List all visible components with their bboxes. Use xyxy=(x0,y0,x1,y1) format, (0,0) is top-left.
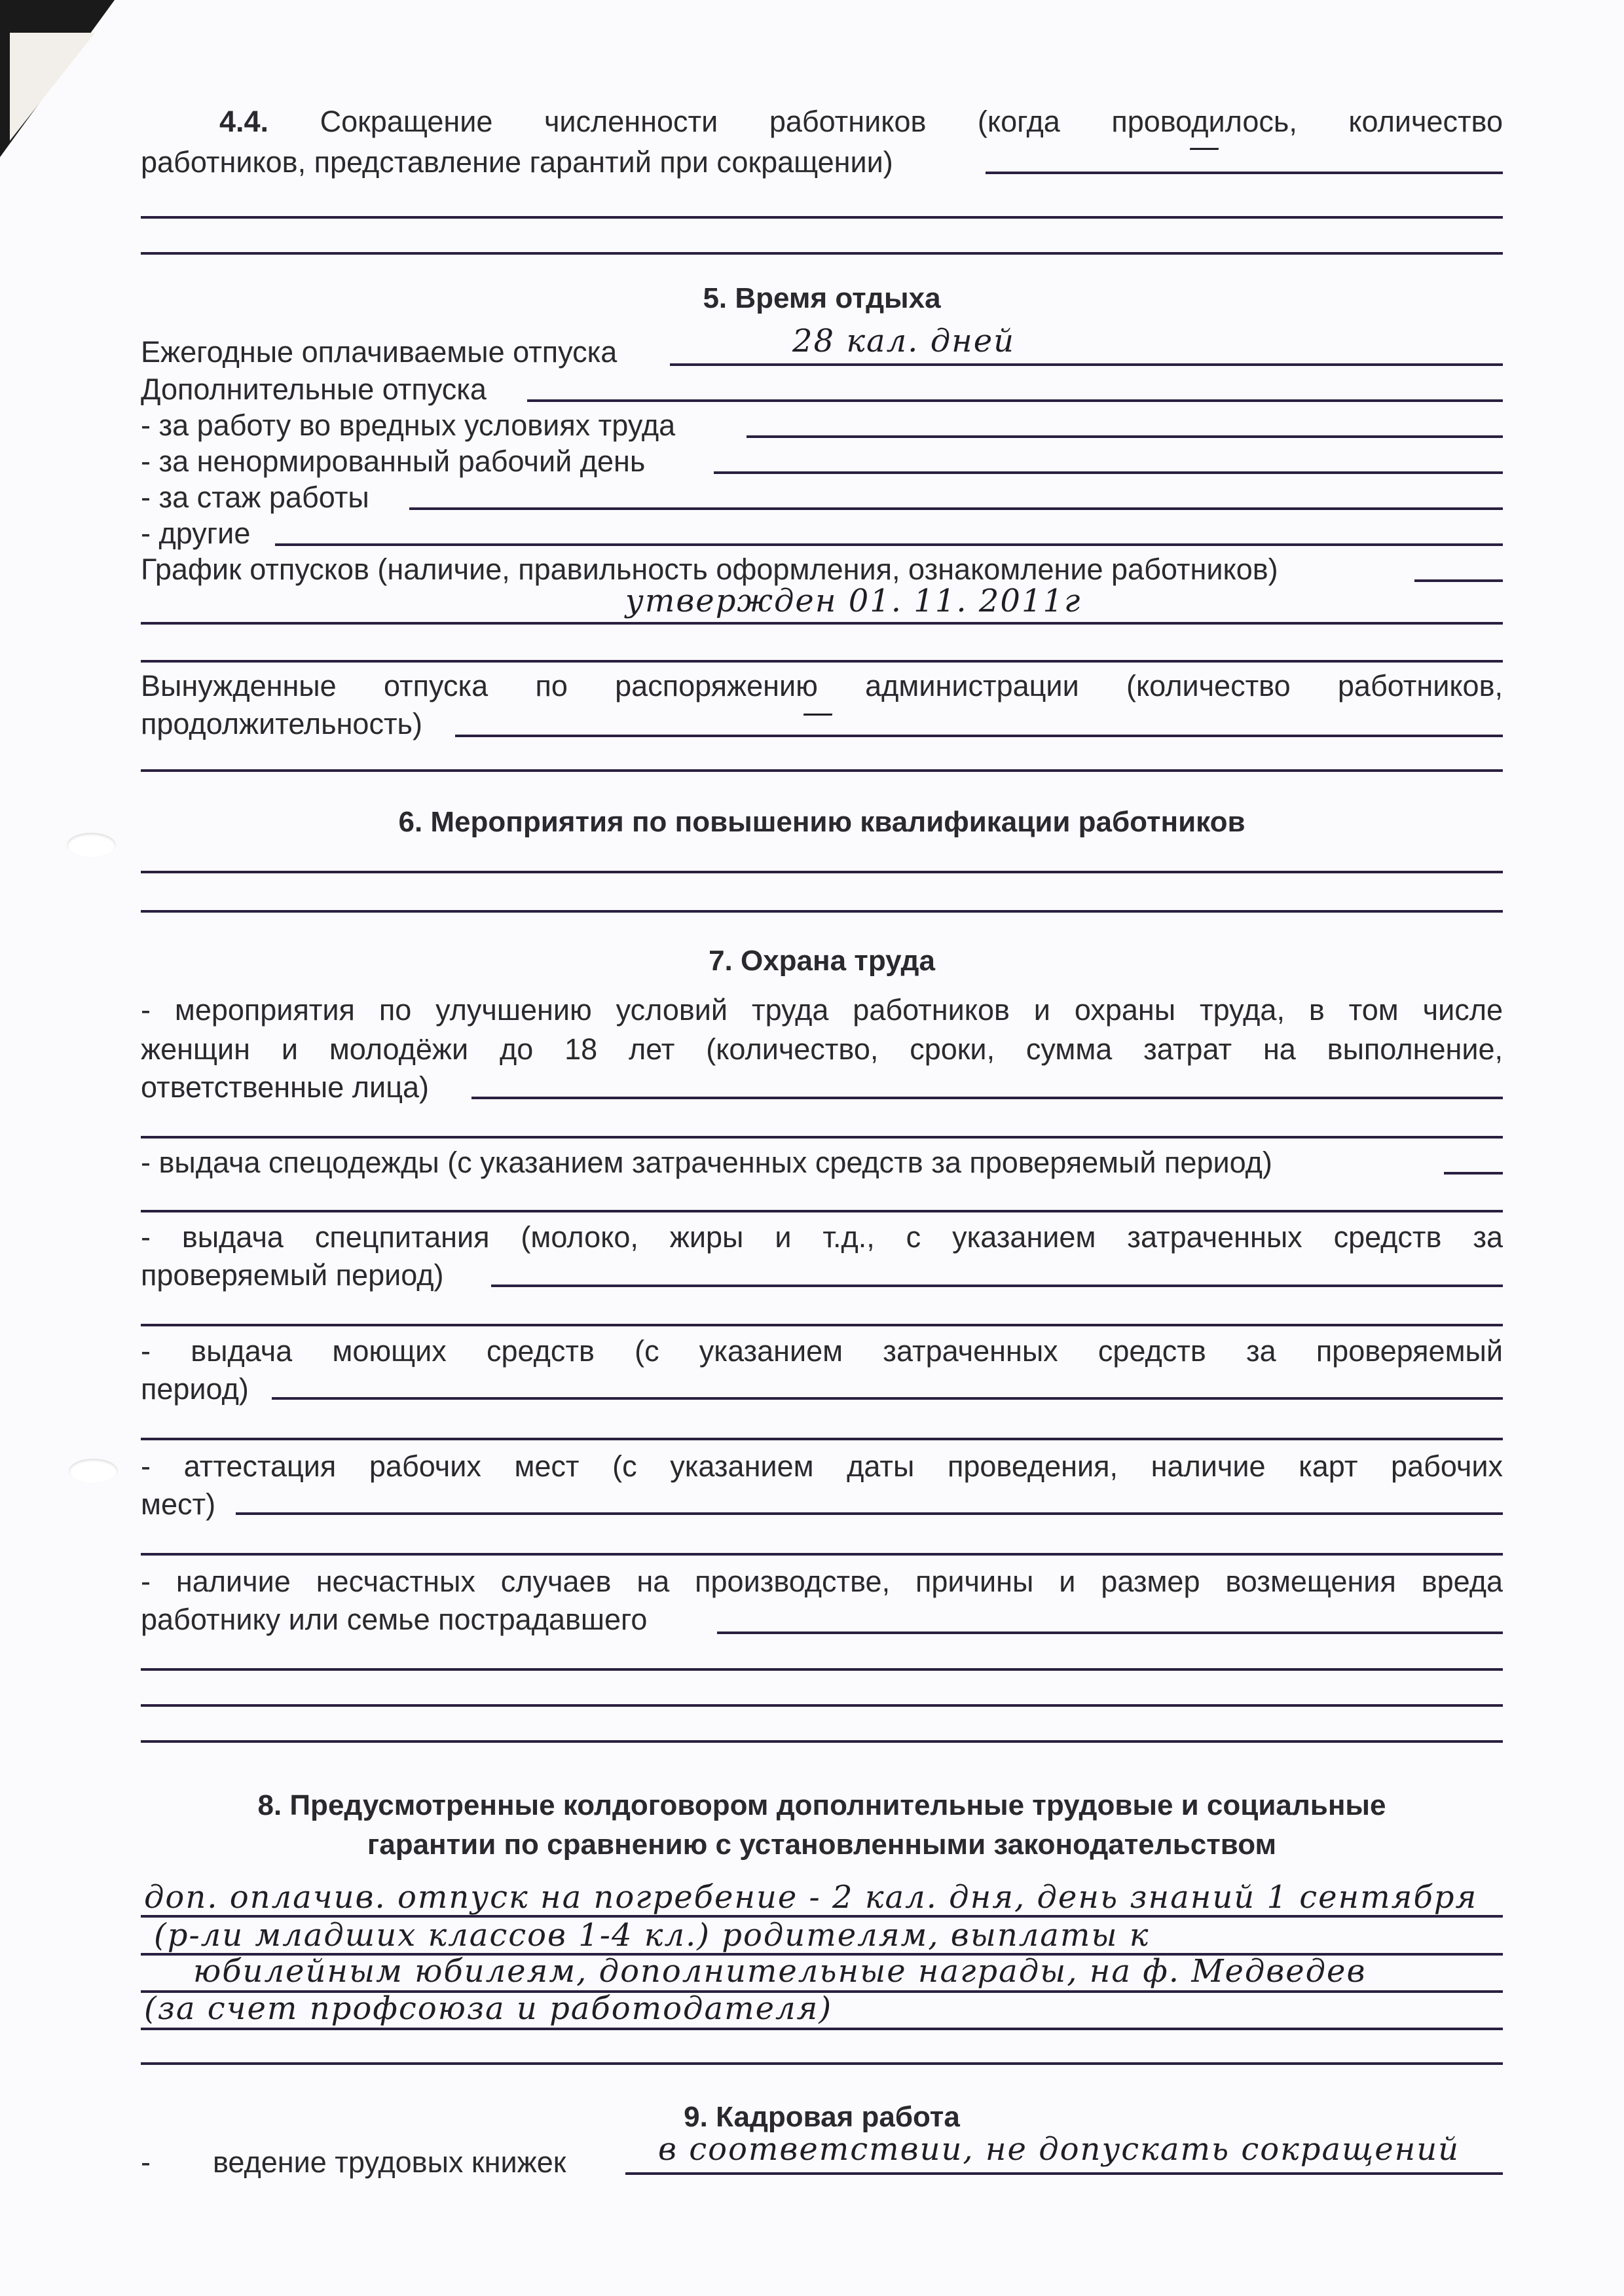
detergents-line1 xyxy=(141,1333,1503,1370)
section-9-heading: 9. Кадровая работа xyxy=(684,2101,960,2133)
measures-line2 xyxy=(141,1031,1503,1068)
special-food-field[interactable] xyxy=(491,1285,1503,1287)
punch-hole xyxy=(67,833,116,858)
labor-books-field[interactable] xyxy=(625,2172,1503,2175)
detergents-field[interactable] xyxy=(272,1397,1503,1400)
other-label: - другие xyxy=(141,517,251,550)
section-6-field[interactable] xyxy=(141,871,1503,873)
harmful-field[interactable] xyxy=(747,435,1503,438)
other-field[interactable] xyxy=(275,543,1503,546)
certification-line1 xyxy=(141,1448,1503,1485)
section-6-field[interactable] xyxy=(141,910,1503,913)
accidents-field[interactable] xyxy=(717,1631,1503,1634)
irregular-row xyxy=(141,443,1503,480)
forced-label-cont: продолжительность) xyxy=(141,707,422,740)
blank-line[interactable] xyxy=(141,660,1503,663)
detergents-label: - выдача моющих средств (с указанием затраченных средств за проверяемый xyxy=(141,1334,1503,1368)
blank-line[interactable] xyxy=(141,1438,1503,1440)
additional-label: Дополнительные отпуска xyxy=(141,373,487,406)
irregular-label: - за ненормированный рабочий день xyxy=(141,445,646,478)
section-8-answer-line4: (за счет профсоюза и работодателя) xyxy=(144,1990,833,2027)
section-8-answer-line2: (р-ли младших классов 1-4 кл.) родителям, выплаты к xyxy=(154,1917,1150,1954)
special-food-line1 xyxy=(141,1219,1503,1256)
labor-books-label: ведение трудовых книжек xyxy=(213,2145,566,2179)
blank-line[interactable] xyxy=(141,1704,1503,1707)
special-food-label-cont: проверяемый период) xyxy=(141,1258,444,1292)
section-8-answer-line1: доп. оплачив. отпуск на погребение - 2 кал. дня, день знаний 1 сентября xyxy=(144,1879,1478,1916)
schedule-answer: утвержден 01. 11. 2011г xyxy=(625,583,1082,619)
accidents-label-cont: работнику или семье пострадавшего xyxy=(141,1603,648,1636)
blank-line[interactable] xyxy=(141,1324,1503,1326)
measures-label-end: ответственные лица) xyxy=(141,1070,429,1104)
section-4-4-number: 4.4. xyxy=(219,105,269,138)
workwear-field-line2[interactable] xyxy=(141,1210,1503,1212)
section-4-4-line2 xyxy=(141,144,1503,181)
blank-line[interactable] xyxy=(141,1668,1503,1671)
section-6-heading: 6. Мероприятия по повышению квалификации работников xyxy=(398,806,1246,838)
seniority-row xyxy=(141,479,1503,516)
folded-corner-paper xyxy=(10,33,95,141)
special-food-label: - выдача спецпитания (молоко, жиры и т.д., с указанием затраченных средств за xyxy=(141,1220,1503,1254)
forced-answer: — xyxy=(802,694,835,731)
section-8-field[interactable] xyxy=(141,2062,1503,2065)
section-7-heading: 7. Охрана труда xyxy=(709,945,935,977)
blank-line[interactable] xyxy=(141,252,1503,255)
special-food-line2 xyxy=(141,1257,1503,1294)
annual-paid-answer: 28 кал. дней xyxy=(792,323,1016,359)
measures-label-cont: женщин и молодёжи до 18 лет (количество, сроки, сумма затрат на выполнение, xyxy=(141,1032,1503,1066)
irregular-field[interactable] xyxy=(714,471,1503,474)
section-5-heading: 5. Время отдыха xyxy=(703,282,941,314)
other-row xyxy=(141,515,1503,552)
measures-label: - мероприятия по улучшению условий труда работников и охраны труда, в том числе xyxy=(141,993,1503,1027)
blank-line[interactable] xyxy=(141,769,1503,772)
annual-paid-label: Ежегодные оплачиваемые отпуска xyxy=(141,335,618,369)
detergents-line2 xyxy=(141,1371,1503,1408)
schedule-field[interactable] xyxy=(1414,579,1503,582)
certification-field[interactable] xyxy=(236,1512,1503,1515)
detergents-label-cont: период) xyxy=(141,1372,249,1406)
harmful-row xyxy=(141,407,1503,444)
measures-line3 xyxy=(141,1069,1503,1106)
section-8-heading: 8. Предусмотренные колдоговором дополнительные трудовые и социальные xyxy=(257,1789,1386,1821)
bullet: - xyxy=(141,2145,151,2179)
section-8-heading-cont: гарантии по сравнению с установленными законодательством xyxy=(367,1829,1277,1861)
labor-books-answer: в соответствии, не допускать сокращений xyxy=(658,2131,1460,2168)
section-8-field[interactable] xyxy=(141,2028,1503,2030)
section-8-answer-line3: юбилейным юбилеям, дополнительные награды, на ф. Медведев xyxy=(193,1953,1367,1990)
workwear-field[interactable] xyxy=(1444,1172,1503,1175)
seniority-field[interactable] xyxy=(409,507,1503,510)
additional-row xyxy=(141,371,1503,408)
blank-line[interactable] xyxy=(141,1740,1503,1743)
blank-line[interactable] xyxy=(141,216,1503,219)
punch-hole xyxy=(69,1459,118,1484)
accidents-label: - наличие несчастных случаев на производстве, причины и размер возмещения вреда xyxy=(141,1565,1503,1598)
accidents-line1 xyxy=(141,1563,1503,1600)
seniority-label: - за стаж работы xyxy=(141,481,369,514)
certification-label: - аттестация рабочих мест (с указанием даты проведения, наличие карт рабочих xyxy=(141,1449,1503,1483)
forced-field[interactable] xyxy=(455,735,1503,737)
blank-line[interactable] xyxy=(141,1553,1503,1556)
section-4-4-answer-line[interactable] xyxy=(986,172,1503,174)
schedule-field-line2[interactable] xyxy=(141,622,1503,625)
forced-label: Вынужденные отпуска по распоряжению администрации (количество работников, xyxy=(141,669,1503,702)
workwear-row xyxy=(141,1144,1503,1181)
section-4-4-answer: — xyxy=(1189,128,1221,165)
annual-paid-field[interactable] xyxy=(670,363,1503,366)
certification-line2 xyxy=(141,1486,1503,1523)
section-4-4-text: Сокращение численности работников (когда проводилось, количество xyxy=(320,105,1503,138)
harmful-label: - за работу во вредных условиях труда xyxy=(141,409,676,442)
workwear-label: - выдача спецодежды (с указанием затраченных средств за проверяемый период) xyxy=(141,1146,1272,1179)
section-4-4-text-cont: работников, представление гарантий при сокращении) xyxy=(141,145,893,179)
additional-field[interactable] xyxy=(527,399,1503,402)
measures-field[interactable] xyxy=(471,1097,1503,1099)
section-4-4-line1 xyxy=(141,103,1503,140)
measures-line1 xyxy=(141,992,1503,1029)
schedule-label: График отпусков (наличие, правильность оформления, ознакомление работников) xyxy=(141,553,1278,586)
blank-line[interactable] xyxy=(141,1136,1503,1139)
certification-label-cont: мест) xyxy=(141,1487,216,1521)
